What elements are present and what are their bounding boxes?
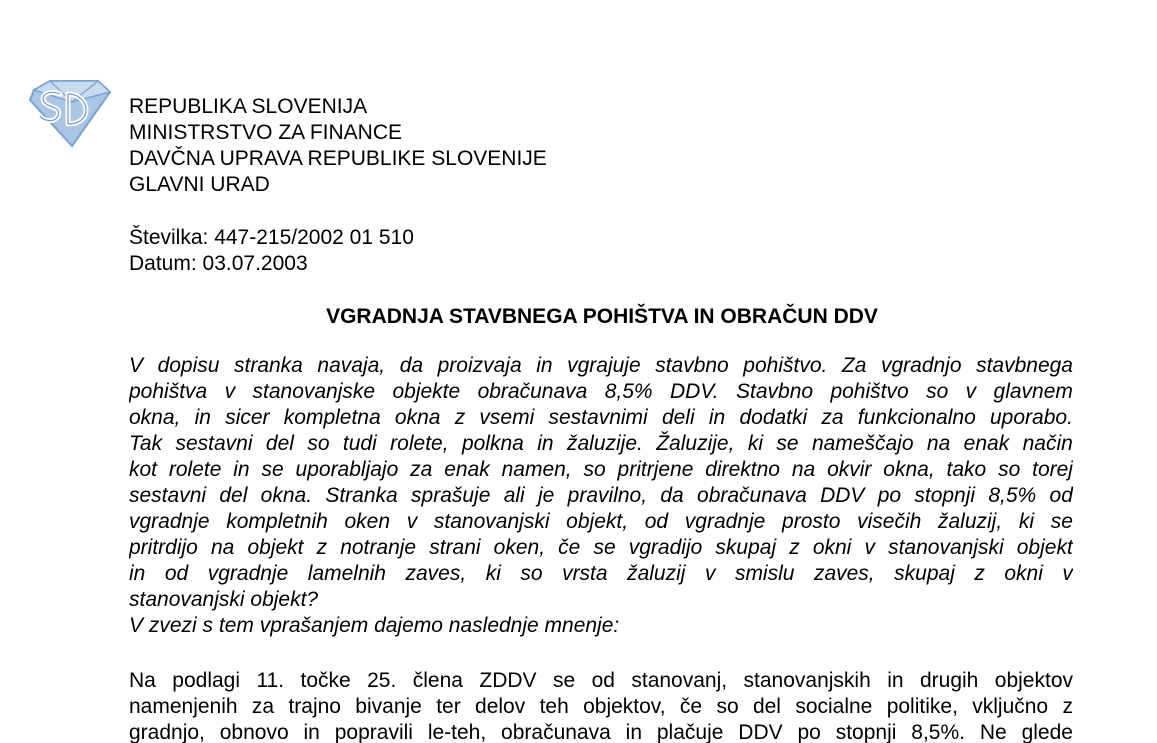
- word: z: [1062, 695, 1073, 718]
- word: kompletna: [283, 406, 381, 429]
- word: so: [716, 695, 739, 718]
- word: stanovanjski: [888, 536, 1004, 559]
- word: uporabo.: [990, 406, 1073, 429]
- word: tudi: [342, 432, 377, 455]
- word: so: [926, 380, 949, 403]
- letterhead-line: MINISTRSTVO ZA FINANCE: [129, 121, 403, 144]
- word: vsemi: [479, 406, 535, 429]
- word: ZDDV: [479, 669, 537, 692]
- word: od: [644, 510, 669, 533]
- word: tako: [946, 458, 987, 481]
- word: visečih: [857, 510, 922, 533]
- word: stanovanj,: [631, 669, 728, 692]
- word: kompletnih: [226, 510, 328, 533]
- word: za: [251, 695, 275, 718]
- word: z: [454, 406, 466, 429]
- word: po: [877, 484, 902, 507]
- word: vgradnje: [684, 510, 766, 533]
- word: so: [307, 432, 330, 455]
- word: žaluzij: [627, 562, 686, 585]
- word: deli: [661, 406, 695, 429]
- word: vgradnjo: [880, 354, 962, 377]
- word: ter: [436, 695, 461, 718]
- word: se: [776, 432, 799, 455]
- word: objektov,: [583, 695, 666, 718]
- word: z: [789, 536, 800, 559]
- word: se: [593, 536, 616, 559]
- word: ali: [503, 484, 525, 507]
- word: zaves,: [813, 562, 875, 585]
- word: v: [224, 380, 236, 403]
- word: 8,5%: [604, 380, 653, 403]
- word: stanovanjski: [433, 510, 550, 533]
- word: smislu: [734, 562, 795, 585]
- word: pritrdijo: [129, 536, 198, 559]
- word: se: [261, 458, 284, 481]
- word: vgradnje: [207, 562, 289, 585]
- word: DDV: [820, 484, 865, 507]
- word: v: [1062, 562, 1073, 585]
- paragraph-line: [129, 694, 1073, 720]
- word: se: [1050, 510, 1073, 533]
- word: okni: [1004, 562, 1043, 585]
- word: in: [887, 669, 904, 692]
- word: rolete,: [390, 432, 449, 455]
- word: stranka: [234, 354, 303, 377]
- word: v: [864, 536, 875, 559]
- word: teh: [539, 695, 569, 718]
- word: trajno: [288, 695, 341, 718]
- word: uporabljajo: [295, 458, 399, 481]
- word: sprašuje: [411, 484, 491, 507]
- word: Stavbno: [736, 380, 814, 403]
- word: člena: [412, 669, 463, 692]
- word: obračunava: [501, 721, 611, 743]
- word: objekt: [1016, 536, 1073, 559]
- word: namenjenih: [129, 695, 238, 718]
- word: obnovo: [219, 721, 289, 743]
- word: v: [965, 380, 977, 403]
- word: sestavnimi: [548, 406, 648, 429]
- paragraph-line: V zvezi s tem vprašanjem dajemo naslednje mnenje:: [129, 614, 620, 637]
- document-date: Datum: 03.07.2003: [129, 252, 308, 275]
- word: stopnji: [835, 721, 897, 743]
- word: glavnem: [993, 380, 1073, 403]
- word: in: [194, 406, 211, 429]
- word: dopisu: [157, 354, 220, 377]
- word: okni: [812, 536, 852, 559]
- word: pohištva: [129, 380, 208, 403]
- word: točke: [300, 669, 351, 692]
- word: z: [974, 562, 985, 585]
- word: z: [316, 536, 328, 559]
- word: polkna: [461, 432, 524, 455]
- word: vključno: [972, 695, 1049, 718]
- paragraph-line: [129, 431, 1073, 457]
- word: vgrajuje: [567, 354, 641, 377]
- word: ki: [747, 432, 763, 455]
- word: po: [797, 721, 821, 743]
- answer-paragraph: [129, 668, 1073, 743]
- word: socialne: [795, 695, 873, 718]
- word: del: [265, 432, 294, 455]
- word: in: [537, 432, 554, 455]
- word: 25.: [367, 669, 397, 692]
- word: plačuje: [656, 721, 724, 743]
- word: bivanje: [355, 695, 422, 718]
- word: glede: [1021, 721, 1073, 743]
- word: okvir: [827, 458, 872, 481]
- paragraph-line: [129, 561, 1073, 587]
- document-number: Številka: 447-215/2002 01 510: [129, 226, 414, 249]
- query-paragraph: [129, 353, 1073, 639]
- word: direktno: [705, 458, 780, 481]
- word: in: [303, 721, 320, 743]
- word: stopnji: [914, 484, 976, 507]
- word: skupaj: [894, 562, 955, 585]
- word: okna: [394, 406, 441, 429]
- word: če: [558, 536, 581, 559]
- word: strani: [429, 536, 481, 559]
- word: kot: [129, 458, 158, 481]
- word: obračunava: [697, 484, 807, 507]
- word: DDV: [738, 721, 783, 743]
- word: gradnjo,: [129, 721, 205, 743]
- paragraph-line: [129, 668, 1073, 694]
- word: stanovanjske: [252, 380, 376, 403]
- paragraph-line: [129, 720, 1073, 743]
- word: del: [219, 484, 248, 507]
- word: pravilno,: [567, 484, 648, 507]
- word: le-teh,: [427, 721, 487, 743]
- word: nameščajo: [811, 432, 914, 455]
- word: od: [591, 669, 615, 692]
- word: zaves,: [405, 562, 467, 585]
- word: Za: [841, 354, 867, 377]
- word: objekt,: [566, 510, 629, 533]
- word: enak: [444, 458, 490, 481]
- letterhead: [129, 94, 547, 198]
- word: vgradijo: [628, 536, 703, 559]
- word: objektov: [994, 669, 1073, 692]
- word: del: [752, 695, 781, 718]
- word: V: [129, 354, 144, 377]
- word: drugih: [919, 669, 979, 692]
- word: 8,5%.: [911, 721, 965, 743]
- paragraph-line: stanovanjski objekt?: [129, 588, 319, 611]
- word: delov: [475, 695, 526, 718]
- word: notranje: [340, 536, 417, 559]
- paragraph-line: [129, 509, 1073, 535]
- word: 8,5%: [988, 484, 1037, 507]
- paragraph-line: [129, 535, 1073, 561]
- document-meta: [129, 225, 414, 277]
- word: sicer: [225, 406, 270, 429]
- word: v: [406, 510, 418, 533]
- word: enak: [963, 432, 1010, 455]
- word: stanovanjskih: [743, 669, 871, 692]
- word: skupaj: [715, 536, 777, 559]
- word: okna,: [883, 458, 935, 481]
- word: politike,: [886, 695, 958, 718]
- word: sestavni: [129, 484, 207, 507]
- word: žaluzij,: [937, 510, 1003, 533]
- word: na: [210, 536, 235, 559]
- paragraph-line: [129, 457, 1073, 483]
- paragraph-line: [129, 353, 1073, 379]
- word: obračunava: [477, 380, 588, 403]
- word: Žaluzije,: [656, 432, 735, 455]
- word: za: [410, 458, 433, 481]
- word: in: [625, 721, 643, 743]
- word: se: [552, 669, 576, 692]
- document-title: VGRADNJA STAVBNEGA POHIŠTVA IN OBRAČUN DDV: [326, 305, 878, 328]
- word: lamelnih: [307, 562, 386, 585]
- word: oken: [344, 510, 391, 533]
- word: vgradnje: [129, 510, 210, 533]
- word: vrsta: [562, 562, 608, 585]
- word: torej: [1032, 458, 1073, 481]
- word: in: [708, 406, 726, 429]
- word: stavbnega: [976, 354, 1073, 377]
- word: stavbno: [655, 354, 729, 377]
- word: okna.: [260, 484, 313, 507]
- word: v: [704, 562, 716, 585]
- word: da: [660, 484, 684, 507]
- word: pritrjene: [617, 458, 694, 481]
- letterhead-line: DAVČNA UPRAVA REPUBLIKE SLOVENIJE: [129, 147, 547, 170]
- durs-logo-icon: [28, 80, 112, 148]
- word: ki: [1018, 510, 1035, 533]
- word: Na: [129, 669, 156, 692]
- word: oken,: [493, 536, 546, 559]
- letterhead-line: GLAVNI URAD: [129, 173, 270, 196]
- word: so: [520, 562, 543, 585]
- word: je: [538, 484, 555, 507]
- word: na: [791, 458, 816, 481]
- word: in: [233, 458, 250, 481]
- word: sestavni: [175, 432, 253, 455]
- word: pohištvo.: [743, 354, 828, 377]
- word: namen,: [501, 458, 572, 481]
- word: ki: [485, 562, 501, 585]
- word: objekte: [392, 380, 461, 403]
- word: funkcionalno: [857, 406, 976, 429]
- word: če: [679, 695, 703, 718]
- word: so: [583, 458, 606, 481]
- paragraph-line: [129, 405, 1073, 431]
- word: so: [998, 458, 1021, 481]
- word: proizvaja: [437, 354, 522, 377]
- word: in: [536, 354, 553, 377]
- paragraph-line: [129, 483, 1073, 509]
- word: dodatki: [739, 406, 808, 429]
- word: in: [129, 562, 146, 585]
- letterhead-line: REPUBLIKA SLOVENIJA: [129, 95, 368, 118]
- word: prosto: [782, 510, 841, 533]
- word: da: [399, 354, 424, 377]
- word: žaluzije.: [566, 432, 643, 455]
- word: Tak: [129, 432, 163, 455]
- word: 11.: [256, 669, 285, 692]
- word: za: [821, 406, 844, 429]
- word: od: [1049, 484, 1073, 507]
- word: okna,: [129, 406, 181, 429]
- word: od: [164, 562, 189, 585]
- word: na: [926, 432, 951, 455]
- word: način: [1022, 432, 1073, 455]
- word: objekt: [247, 536, 304, 559]
- word: popravili: [334, 721, 413, 743]
- word: Ne: [979, 721, 1007, 743]
- word: navaja,: [317, 354, 386, 377]
- word: Stranka: [325, 484, 398, 507]
- word: DDV.: [669, 380, 719, 403]
- word: rolete: [168, 458, 222, 481]
- paragraph-line: [129, 379, 1073, 405]
- word: podlagi: [172, 669, 241, 692]
- word: pohištvo: [830, 380, 909, 403]
